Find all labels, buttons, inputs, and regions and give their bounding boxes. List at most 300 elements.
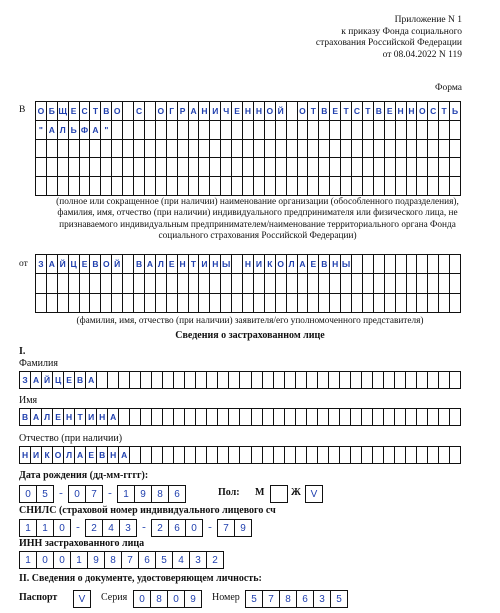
digit-cell[interactable]: 1 xyxy=(36,519,54,537)
digit-cell[interactable]: 7 xyxy=(262,590,280,608)
char-cell[interactable]: А xyxy=(86,372,97,389)
char-cell[interactable] xyxy=(450,140,461,159)
char-cell[interactable]: К xyxy=(265,255,276,274)
char-cell[interactable] xyxy=(341,294,352,313)
char-cell[interactable]: И xyxy=(199,255,210,274)
char-cell[interactable] xyxy=(374,140,385,159)
char-cell[interactable] xyxy=(285,447,296,464)
char-cell[interactable] xyxy=(363,294,374,313)
char-cell[interactable] xyxy=(428,158,439,177)
char-cell[interactable]: Й xyxy=(42,372,53,389)
char-cell[interactable] xyxy=(163,372,174,389)
char-cell[interactable] xyxy=(218,372,229,389)
char-cell[interactable] xyxy=(156,121,167,140)
char-cell[interactable] xyxy=(374,121,385,140)
digit-cell[interactable]: 7 xyxy=(121,551,139,569)
char-cell[interactable] xyxy=(439,177,450,196)
char-cell[interactable]: Ф xyxy=(80,121,91,140)
char-cell[interactable] xyxy=(229,372,240,389)
char-cell[interactable] xyxy=(58,140,69,159)
char-cell[interactable] xyxy=(428,255,439,274)
char-cell[interactable] xyxy=(428,294,439,313)
char-cell[interactable] xyxy=(308,294,319,313)
char-cell[interactable]: " xyxy=(36,121,47,140)
char-cell[interactable] xyxy=(174,447,185,464)
char-cell[interactable]: Е xyxy=(167,255,178,274)
char-cell[interactable] xyxy=(243,294,254,313)
char-cell[interactable] xyxy=(221,294,232,313)
char-cell[interactable] xyxy=(263,372,274,389)
char-cell[interactable] xyxy=(319,274,330,293)
char-cell[interactable] xyxy=(308,274,319,293)
digit-cell[interactable]: 8 xyxy=(279,590,297,608)
char-cell[interactable] xyxy=(363,255,374,274)
char-cell[interactable]: Н xyxy=(243,102,254,121)
char-cell[interactable] xyxy=(210,140,221,159)
char-cell[interactable] xyxy=(341,274,352,293)
surname-field[interactable] xyxy=(19,371,461,389)
char-cell[interactable] xyxy=(36,158,47,177)
char-cell[interactable] xyxy=(373,409,384,426)
char-cell[interactable] xyxy=(254,140,265,159)
char-cell[interactable] xyxy=(340,447,351,464)
char-cell[interactable] xyxy=(123,121,134,140)
digit-cell[interactable]: 0 xyxy=(133,590,151,608)
char-cell[interactable] xyxy=(101,177,112,196)
char-cell[interactable] xyxy=(274,409,285,426)
char-cell[interactable]: О xyxy=(417,102,428,121)
char-cell[interactable] xyxy=(69,140,80,159)
char-cell[interactable] xyxy=(163,447,174,464)
char-cell[interactable] xyxy=(395,409,406,426)
char-cell[interactable] xyxy=(243,140,254,159)
char-cell[interactable] xyxy=(178,274,189,293)
char-cell[interactable] xyxy=(163,409,174,426)
digit-cell[interactable]: 9 xyxy=(234,519,252,537)
char-cell[interactable] xyxy=(152,372,163,389)
char-cell[interactable]: З xyxy=(36,255,47,274)
char-cell[interactable] xyxy=(319,177,330,196)
char-cell[interactable] xyxy=(90,140,101,159)
char-cell[interactable] xyxy=(189,274,200,293)
char-cell[interactable] xyxy=(351,447,362,464)
char-cell[interactable] xyxy=(341,140,352,159)
char-cell[interactable] xyxy=(406,447,417,464)
char-cell[interactable]: Н xyxy=(64,409,75,426)
char-cell[interactable] xyxy=(450,294,461,313)
char-cell[interactable] xyxy=(141,372,152,389)
char-cell[interactable] xyxy=(69,158,80,177)
char-cell[interactable] xyxy=(263,409,274,426)
char-cell[interactable] xyxy=(417,372,428,389)
digit-cell[interactable]: 8 xyxy=(150,590,168,608)
char-cell[interactable]: Т xyxy=(90,102,101,121)
birth-year-digit-1[interactable]: 1 xyxy=(117,485,135,503)
char-cell[interactable]: Н xyxy=(243,255,254,274)
char-cell[interactable]: А xyxy=(298,255,309,274)
char-cell[interactable] xyxy=(385,255,396,274)
char-cell[interactable] xyxy=(318,372,329,389)
char-cell[interactable] xyxy=(298,177,309,196)
char-cell[interactable]: Л xyxy=(58,121,69,140)
char-cell[interactable] xyxy=(232,140,243,159)
char-cell[interactable] xyxy=(385,294,396,313)
char-cell[interactable] xyxy=(450,274,461,293)
char-cell[interactable] xyxy=(252,447,263,464)
char-cell[interactable]: Й xyxy=(112,255,123,274)
char-cell[interactable]: Щ xyxy=(58,102,69,121)
char-cell[interactable] xyxy=(396,274,407,293)
char-cell[interactable] xyxy=(417,158,428,177)
char-cell[interactable]: Е xyxy=(308,255,319,274)
char-cell[interactable] xyxy=(329,409,340,426)
char-cell[interactable]: О xyxy=(36,102,47,121)
char-cell[interactable] xyxy=(199,274,210,293)
char-cell[interactable] xyxy=(319,121,330,140)
char-cell[interactable] xyxy=(329,372,340,389)
char-cell[interactable] xyxy=(276,121,287,140)
char-cell[interactable] xyxy=(287,158,298,177)
char-cell[interactable] xyxy=(407,140,418,159)
char-cell[interactable]: Ч xyxy=(221,102,232,121)
char-cell[interactable] xyxy=(374,274,385,293)
char-cell[interactable] xyxy=(296,447,307,464)
char-cell[interactable] xyxy=(196,447,207,464)
char-cell[interactable] xyxy=(145,294,156,313)
char-cell[interactable] xyxy=(254,274,265,293)
char-cell[interactable] xyxy=(240,372,251,389)
char-cell[interactable] xyxy=(232,294,243,313)
char-cell[interactable] xyxy=(340,409,351,426)
char-cell[interactable] xyxy=(199,158,210,177)
char-cell[interactable] xyxy=(232,158,243,177)
char-cell[interactable]: Й xyxy=(276,102,287,121)
char-cell[interactable]: Ь xyxy=(450,102,461,121)
char-cell[interactable]: А xyxy=(108,409,119,426)
char-cell[interactable] xyxy=(123,158,134,177)
char-cell[interactable] xyxy=(330,274,341,293)
char-cell[interactable] xyxy=(439,409,450,426)
char-cell[interactable] xyxy=(123,294,134,313)
digit-cell[interactable]: 0 xyxy=(36,551,54,569)
char-cell[interactable] xyxy=(373,447,384,464)
char-cell[interactable]: Л xyxy=(64,447,75,464)
char-cell[interactable] xyxy=(439,447,450,464)
char-cell[interactable] xyxy=(47,158,58,177)
char-cell[interactable] xyxy=(298,274,309,293)
char-cell[interactable] xyxy=(385,274,396,293)
char-cell[interactable]: Н xyxy=(178,255,189,274)
char-cell[interactable] xyxy=(308,177,319,196)
char-cell[interactable] xyxy=(428,274,439,293)
char-cell[interactable] xyxy=(298,121,309,140)
char-cell[interactable] xyxy=(178,294,189,313)
digit-cell[interactable]: 9 xyxy=(184,590,202,608)
digit-cell[interactable]: 6 xyxy=(168,519,186,537)
char-cell[interactable] xyxy=(407,121,418,140)
char-cell[interactable] xyxy=(428,372,439,389)
char-cell[interactable]: Н xyxy=(199,102,210,121)
char-cell[interactable] xyxy=(406,409,417,426)
char-cell[interactable] xyxy=(308,121,319,140)
digit-cell[interactable]: 4 xyxy=(102,519,120,537)
char-cell[interactable] xyxy=(285,409,296,426)
char-cell[interactable] xyxy=(450,409,461,426)
char-cell[interactable] xyxy=(185,447,196,464)
char-cell[interactable] xyxy=(145,274,156,293)
passport-box[interactable] xyxy=(73,590,91,608)
char-cell[interactable]: В xyxy=(134,255,145,274)
char-cell[interactable]: С xyxy=(80,102,91,121)
char-cell[interactable] xyxy=(167,140,178,159)
char-cell[interactable] xyxy=(308,140,319,159)
char-cell[interactable] xyxy=(450,177,461,196)
char-cell[interactable] xyxy=(374,158,385,177)
char-cell[interactable] xyxy=(352,158,363,177)
char-cell[interactable] xyxy=(178,177,189,196)
char-cell[interactable] xyxy=(407,255,418,274)
char-cell[interactable] xyxy=(80,140,91,159)
char-cell[interactable] xyxy=(134,140,145,159)
applicant-grid[interactable] xyxy=(35,254,461,313)
char-cell[interactable]: В xyxy=(75,372,86,389)
char-cell[interactable] xyxy=(254,177,265,196)
char-cell[interactable] xyxy=(80,274,91,293)
char-cell[interactable] xyxy=(363,140,374,159)
char-cell[interactable] xyxy=(112,158,123,177)
char-cell[interactable] xyxy=(274,372,285,389)
birth-year-digit-4[interactable]: 6 xyxy=(168,485,186,503)
char-cell[interactable] xyxy=(298,158,309,177)
char-cell[interactable] xyxy=(199,121,210,140)
char-cell[interactable] xyxy=(374,177,385,196)
char-cell[interactable] xyxy=(363,177,374,196)
birth-date-field[interactable] xyxy=(19,485,186,503)
char-cell[interactable] xyxy=(406,372,417,389)
digit-cell[interactable]: 0 xyxy=(167,590,185,608)
char-cell[interactable] xyxy=(167,274,178,293)
char-cell[interactable]: Г xyxy=(167,102,178,121)
char-cell[interactable]: А xyxy=(119,447,130,464)
char-cell[interactable] xyxy=(276,140,287,159)
char-cell[interactable] xyxy=(36,177,47,196)
char-cell[interactable] xyxy=(123,140,134,159)
char-cell[interactable]: С xyxy=(428,102,439,121)
char-cell[interactable]: А xyxy=(31,372,42,389)
char-cell[interactable] xyxy=(232,255,243,274)
char-cell[interactable] xyxy=(396,140,407,159)
char-cell[interactable]: В xyxy=(101,102,112,121)
char-cell[interactable] xyxy=(439,372,450,389)
char-cell[interactable] xyxy=(276,177,287,196)
char-cell[interactable] xyxy=(439,274,450,293)
char-cell[interactable]: Н xyxy=(210,255,221,274)
char-cell[interactable] xyxy=(352,121,363,140)
char-cell[interactable] xyxy=(152,447,163,464)
char-cell[interactable] xyxy=(112,274,123,293)
char-cell[interactable]: В xyxy=(97,447,108,464)
char-cell[interactable] xyxy=(352,177,363,196)
char-cell[interactable] xyxy=(174,409,185,426)
char-cell[interactable] xyxy=(210,177,221,196)
char-cell[interactable]: А xyxy=(47,255,58,274)
digit-cell[interactable]: 9 xyxy=(87,551,105,569)
char-cell[interactable]: Т xyxy=(363,102,374,121)
digit-cell[interactable]: 5 xyxy=(245,590,263,608)
char-cell[interactable] xyxy=(296,372,307,389)
char-cell[interactable] xyxy=(263,447,274,464)
char-cell[interactable] xyxy=(417,255,428,274)
char-cell[interactable] xyxy=(363,121,374,140)
char-cell[interactable]: " xyxy=(101,121,112,140)
char-cell[interactable] xyxy=(97,372,108,389)
char-cell[interactable] xyxy=(330,294,341,313)
char-cell[interactable] xyxy=(47,177,58,196)
char-cell[interactable] xyxy=(130,372,141,389)
char-cell[interactable] xyxy=(90,177,101,196)
char-cell[interactable]: О xyxy=(276,255,287,274)
char-cell[interactable] xyxy=(265,121,276,140)
char-cell[interactable] xyxy=(385,158,396,177)
char-cell[interactable] xyxy=(417,274,428,293)
char-cell[interactable] xyxy=(417,294,428,313)
char-cell[interactable]: З xyxy=(20,372,31,389)
digit-cell[interactable]: 1 xyxy=(19,519,37,537)
char-cell[interactable] xyxy=(145,121,156,140)
char-cell[interactable] xyxy=(330,158,341,177)
char-cell[interactable] xyxy=(240,409,251,426)
char-cell[interactable] xyxy=(351,409,362,426)
char-cell[interactable]: Ь xyxy=(69,121,80,140)
char-cell[interactable]: Н xyxy=(108,447,119,464)
char-cell[interactable] xyxy=(156,274,167,293)
char-cell[interactable] xyxy=(330,140,341,159)
char-cell[interactable] xyxy=(274,447,285,464)
char-cell[interactable] xyxy=(308,158,319,177)
char-cell[interactable] xyxy=(178,158,189,177)
char-cell[interactable] xyxy=(69,294,80,313)
char-cell[interactable] xyxy=(58,158,69,177)
digit-cell[interactable]: 2 xyxy=(151,519,169,537)
passport-number-field[interactable] xyxy=(245,590,348,608)
char-cell[interactable] xyxy=(374,255,385,274)
char-cell[interactable] xyxy=(287,121,298,140)
char-cell[interactable] xyxy=(210,274,221,293)
char-cell[interactable] xyxy=(210,121,221,140)
char-cell[interactable] xyxy=(221,140,232,159)
char-cell[interactable] xyxy=(156,140,167,159)
char-cell[interactable] xyxy=(363,274,374,293)
snils-field[interactable] xyxy=(19,519,252,537)
char-cell[interactable]: Т xyxy=(189,255,200,274)
char-cell[interactable] xyxy=(58,177,69,196)
char-cell[interactable] xyxy=(341,121,352,140)
char-cell[interactable]: Ы xyxy=(341,255,352,274)
char-cell[interactable] xyxy=(352,255,363,274)
char-cell[interactable]: Ы xyxy=(221,255,232,274)
char-cell[interactable] xyxy=(307,409,318,426)
char-cell[interactable]: А xyxy=(189,102,200,121)
birth-year-digit-3[interactable]: 8 xyxy=(151,485,169,503)
char-cell[interactable] xyxy=(123,255,134,274)
digit-cell[interactable]: 5 xyxy=(330,590,348,608)
char-cell[interactable] xyxy=(167,158,178,177)
char-cell[interactable] xyxy=(287,274,298,293)
char-cell[interactable] xyxy=(450,255,461,274)
char-cell[interactable]: Н xyxy=(407,102,418,121)
char-cell[interactable] xyxy=(207,447,218,464)
char-cell[interactable] xyxy=(47,294,58,313)
char-cell[interactable] xyxy=(199,294,210,313)
char-cell[interactable] xyxy=(145,158,156,177)
patronymic-field[interactable] xyxy=(19,446,461,464)
digit-cell[interactable]: 3 xyxy=(189,551,207,569)
char-cell[interactable] xyxy=(385,177,396,196)
char-cell[interactable] xyxy=(156,158,167,177)
char-cell[interactable] xyxy=(123,274,134,293)
char-cell[interactable] xyxy=(396,158,407,177)
sex-female-box[interactable] xyxy=(305,485,323,503)
char-cell[interactable] xyxy=(210,158,221,177)
char-cell[interactable] xyxy=(407,158,418,177)
char-cell[interactable] xyxy=(417,447,428,464)
char-cell[interactable] xyxy=(450,121,461,140)
char-cell[interactable]: А xyxy=(90,121,101,140)
char-cell[interactable] xyxy=(112,294,123,313)
char-cell[interactable] xyxy=(362,372,373,389)
char-cell[interactable] xyxy=(240,447,251,464)
char-cell[interactable]: Е xyxy=(330,102,341,121)
char-cell[interactable]: Н xyxy=(20,447,31,464)
recipient-grid[interactable] xyxy=(35,101,461,196)
char-cell[interactable] xyxy=(178,121,189,140)
char-cell[interactable] xyxy=(428,409,439,426)
char-cell[interactable] xyxy=(252,409,263,426)
char-cell[interactable]: А xyxy=(75,447,86,464)
char-cell[interactable] xyxy=(296,409,307,426)
char-cell[interactable] xyxy=(319,294,330,313)
char-cell[interactable]: И xyxy=(86,409,97,426)
char-cell[interactable] xyxy=(287,177,298,196)
char-cell[interactable] xyxy=(385,140,396,159)
char-cell[interactable]: Р xyxy=(178,102,189,121)
char-cell[interactable] xyxy=(69,274,80,293)
char-cell[interactable]: Ц xyxy=(69,255,80,274)
char-cell[interactable] xyxy=(130,409,141,426)
digit-cell[interactable]: 6 xyxy=(296,590,314,608)
char-cell[interactable] xyxy=(417,121,428,140)
char-cell[interactable] xyxy=(36,274,47,293)
char-cell[interactable] xyxy=(134,177,145,196)
char-cell[interactable] xyxy=(243,274,254,293)
char-cell[interactable] xyxy=(276,294,287,313)
digit-cell[interactable]: 0 xyxy=(53,519,71,537)
digit-cell[interactable]: 1 xyxy=(19,551,37,569)
digit-cell[interactable]: 8 xyxy=(104,551,122,569)
char-cell[interactable] xyxy=(189,158,200,177)
char-cell[interactable] xyxy=(218,447,229,464)
char-cell[interactable] xyxy=(450,372,461,389)
char-cell[interactable] xyxy=(134,158,145,177)
digit-cell[interactable]: 6 xyxy=(138,551,156,569)
char-cell[interactable] xyxy=(167,294,178,313)
char-cell[interactable] xyxy=(352,140,363,159)
char-cell[interactable]: Л xyxy=(156,255,167,274)
digit-cell[interactable]: 1 xyxy=(70,551,88,569)
char-cell[interactable] xyxy=(145,102,156,121)
birth-day-digit-2[interactable]: 5 xyxy=(36,485,54,503)
char-cell[interactable]: И xyxy=(31,447,42,464)
